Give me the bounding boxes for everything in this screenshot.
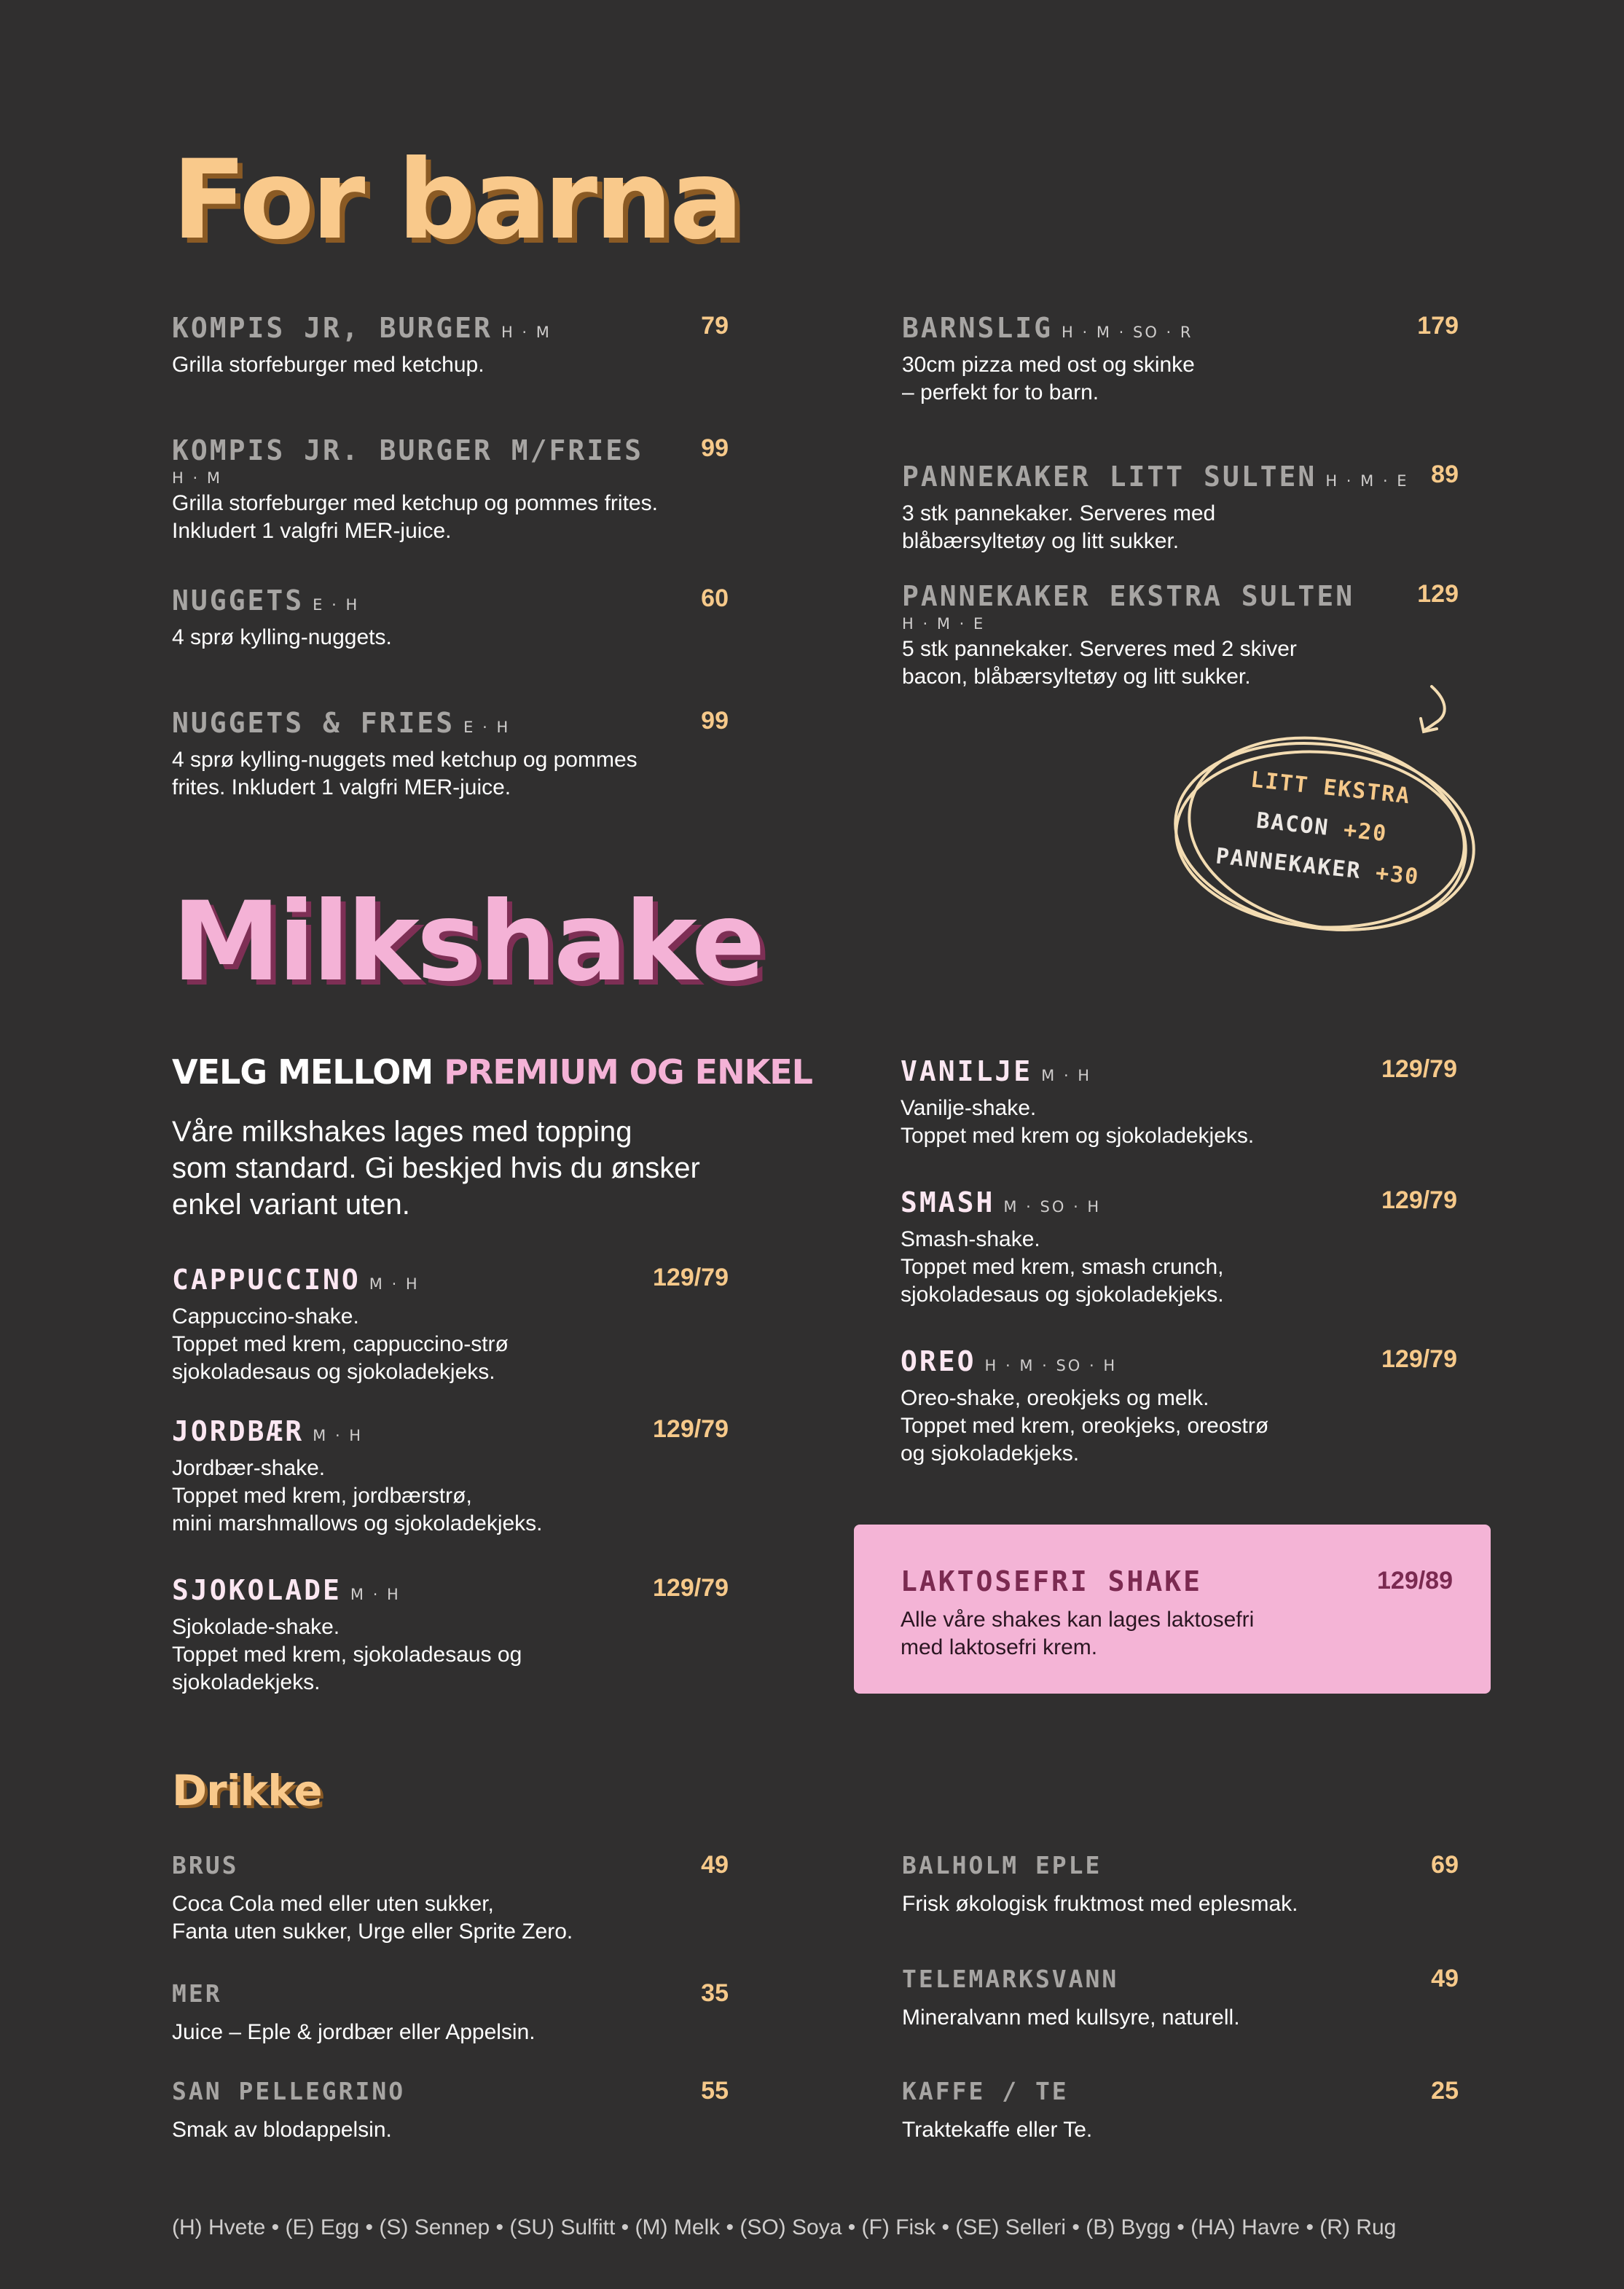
- menu-item-oreo: [901, 1345, 1457, 1468]
- item-name: SJOKOLADE: [172, 1574, 342, 1606]
- item-allergens: E · H: [463, 719, 511, 736]
- item-description: Jordbær-shake. Toppet med krem, jordbærstrø, mini marshmallows og sjokoladekjeks.: [172, 1456, 543, 1535]
- item-description: Grilla storfeburger med ketchup og pommes frites. Inkludert 1 valgfri MER-juice.: [172, 491, 658, 543]
- item-allergens: H · M: [501, 324, 552, 341]
- item-price: 129: [1417, 580, 1459, 608]
- item-price: 99: [701, 434, 729, 462]
- item-description: Smak av blodappelsin.: [172, 2118, 392, 2142]
- item-allergens: E · H: [313, 596, 360, 614]
- menu-item-mer: [172, 1979, 729, 2046]
- choose-heading: VELG MELLOM PREMIUM OG ENKEL: [172, 1052, 812, 1092]
- item-price: 129/79: [1381, 1186, 1457, 1214]
- item-price: 179: [1417, 312, 1459, 340]
- item-description: 4 sprø kylling-nuggets.: [172, 625, 392, 649]
- menu-item-brus: [172, 1851, 729, 1946]
- menu-item-sjokolade: [172, 1574, 729, 1697]
- item-price: 89: [1431, 461, 1459, 488]
- kids-section-title: For barna: [172, 137, 741, 264]
- item-name: KOMPIS JR. BURGER M/FRIES: [172, 434, 643, 466]
- item-description: Sjokolade-shake. Toppet med krem, sjokoladesaus og sjokoladekjeks.: [172, 1615, 522, 1694]
- item-description: 5 stk pannekaker. Serveres med 2 skiver bacon, blåbærsyltetøy og litt sukker.: [902, 637, 1297, 689]
- item-allergens: M · H: [1041, 1067, 1092, 1084]
- choose-description: Våre milkshakes lages med topping som standard. Gi beskjed hvis du ønsker enkel variant uten.: [172, 1116, 700, 1221]
- menu-item-kompis-burger-fries: [172, 434, 729, 545]
- menu-item-cappuccino: [172, 1264, 729, 1386]
- item-price: 25: [1431, 2077, 1459, 2105]
- item-price: 99: [701, 707, 729, 735]
- item-description: Vanilje-shake. Toppet med krem og sjokoladekjeks.: [901, 1096, 1255, 1148]
- item-description: 30cm pizza med ost og skinke – perfekt for to barn.: [902, 353, 1195, 404]
- menu-item-kaffe-te: [902, 2077, 1459, 2144]
- item-price: 129/79: [653, 1264, 729, 1291]
- item-name: TELEMARKSVANN: [902, 1965, 1119, 1993]
- menu-item-balholm: [902, 1851, 1459, 1918]
- item-name: VANILJE: [901, 1055, 1033, 1087]
- item-price: 129/79: [653, 1574, 729, 1602]
- menu-item-vanilje: [901, 1055, 1457, 1150]
- item-price: 49: [701, 1851, 729, 1879]
- item-price: 49: [1431, 1965, 1459, 1992]
- item-name: PANNEKAKER LITT SULTEN: [902, 461, 1317, 493]
- item-allergens: M · SO · H: [1003, 1198, 1102, 1216]
- item-price: 129/79: [653, 1415, 729, 1443]
- item-description: Mineralvann med kullsyre, naturell.: [902, 2006, 1240, 2030]
- item-description: 3 stk pannekaker. Serveres med blåbærsyltetøy og litt sukker.: [902, 501, 1216, 553]
- lactose-description: Alle våre shakes kan lages laktosefri med laktosefri krem.: [901, 1608, 1255, 1659]
- item-name: BARNSLIG: [902, 312, 1054, 344]
- item-name: KAFFE / TE: [902, 2077, 1069, 2105]
- item-description: Oreo-shake, oreokjeks og melk. Toppet med krem, oreokjeks, oreostrø og sjokoladekjeks.: [901, 1386, 1269, 1466]
- item-allergens: M · H: [313, 1427, 364, 1444]
- item-name: OREO: [901, 1345, 976, 1377]
- item-description: Coca Cola med eller uten sukker, Fanta uten sukker, Urge eller Sprite Zero.: [172, 1892, 573, 1944]
- item-price: 129/79: [1381, 1345, 1457, 1373]
- item-allergens: H · M · SO · R: [1062, 324, 1193, 341]
- menu-item-kompis-burger: [172, 312, 729, 379]
- item-description: Grilla storfeburger med ketchup.: [172, 353, 485, 377]
- item-allergens: H · M · E: [1325, 472, 1409, 490]
- item-name: PANNEKAKER EKSTRA SULTEN: [902, 580, 1355, 612]
- item-name: BALHOLM EPLE: [902, 1851, 1102, 1879]
- item-description: Traktekaffe eller Te.: [902, 2118, 1093, 2142]
- item-price: 60: [701, 584, 729, 612]
- menu-item-san-pellegrino: [172, 2077, 729, 2144]
- item-price: 69: [1431, 1851, 1459, 1879]
- item-allergens: H · M · SO · H: [984, 1357, 1118, 1374]
- item-name: CAPPUCCINO: [172, 1264, 361, 1296]
- menu-item-nuggets: [172, 584, 729, 652]
- item-price: 129/79: [1381, 1055, 1457, 1083]
- item-name: SMASH: [901, 1186, 995, 1218]
- extra-pannekaker: PANNEKAKER +30: [1214, 843, 1421, 891]
- menu-item-pannekaker-ekstra: [902, 580, 1459, 691]
- item-name: KOMPIS JR, BURGER: [172, 312, 493, 344]
- extra-heading: LITT EKSTRA: [1249, 767, 1412, 810]
- item-description: Frisk økologisk fruktmost med eplesmak.: [902, 1892, 1298, 1916]
- item-allergens: H · M · E: [902, 615, 986, 633]
- item-price: 79: [701, 312, 729, 340]
- item-name: JORDBÆR: [172, 1415, 305, 1447]
- item-price: 55: [701, 2077, 729, 2105]
- item-name: SAN PELLEGRINO: [172, 2077, 406, 2105]
- menu-item-jordbaer: [172, 1415, 729, 1538]
- allergen-legend: (H) Hvete • (E) Egg • (S) Sennep • (SU) Sulfitt • (M) Melk • (SO) Soya • (F) Fisk • (SE) Selleri • (B) Bygg • (HA) Havre • (R) Rug: [172, 2215, 1397, 2239]
- extra-bacon: BACON +20: [1255, 807, 1389, 848]
- item-name: NUGGETS: [172, 584, 305, 617]
- item-allergens: H · M: [172, 469, 222, 487]
- lactose-name: LAKTOSEFRI SHAKE: [901, 1565, 1203, 1597]
- menu-item-telemarksvann: [902, 1965, 1459, 2032]
- menu-item-smash: [901, 1186, 1457, 1309]
- item-name: NUGGETS & FRIES: [172, 707, 455, 739]
- lactose-price: 129/89: [1377, 1567, 1453, 1595]
- item-description: Smash-shake. Toppet med krem, smash crunch, sjokoladesaus og sjokoladekjeks.: [901, 1227, 1224, 1307]
- milkshake-section-title: Milkshake: [172, 879, 763, 1006]
- item-name: MER: [172, 1979, 222, 2008]
- item-description: 4 sprø kylling-nuggets med ketchup og pommes frites. Inkludert 1 valgfri MER-juice.: [172, 748, 638, 799]
- item-allergens: M · H: [369, 1275, 420, 1293]
- item-allergens: M · H: [350, 1586, 401, 1603]
- menu-item-nuggets-fries: [172, 707, 729, 802]
- drinks-section-title: Drikke: [172, 1766, 322, 1815]
- lactose-free-box: [854, 1525, 1491, 1694]
- item-description: Juice – Eple & jordbær eller Appelsin.: [172, 2020, 536, 2044]
- item-name: BRUS: [172, 1851, 239, 1879]
- menu-item-pannekaker-litt: [902, 461, 1459, 555]
- item-description: Cappuccino-shake. Toppet med krem, cappuccino-strø sjokoladesaus og sjokoladekjeks.: [172, 1304, 509, 1384]
- menu-item-barnslig: [902, 312, 1459, 407]
- item-price: 35: [701, 1979, 729, 2007]
